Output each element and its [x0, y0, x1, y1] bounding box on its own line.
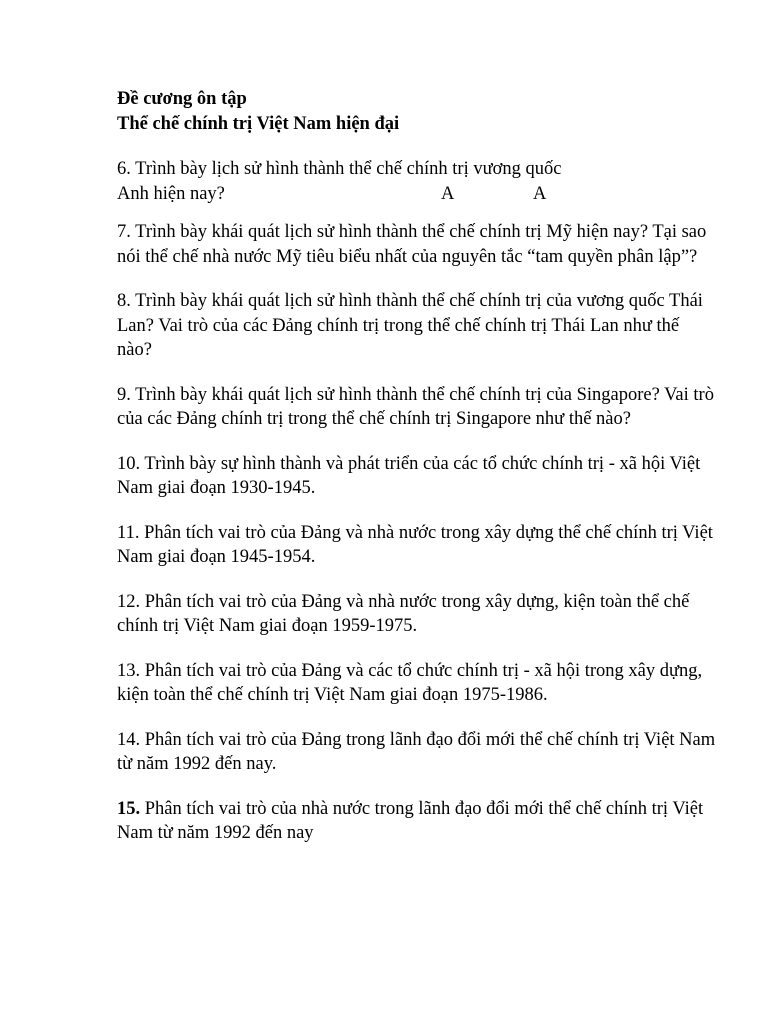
question-12-number: 12. [117, 591, 141, 612]
question-8-text: Trình bày khái quát lịch sử hình thành thể chế chính trị của vương quốc Thái Lan? Vai trò của các Đảng chính trị trong thể chế chính trị Thái Lan như thế nào? [117, 291, 703, 360]
question-11-number: 11. [117, 522, 140, 543]
question-12 [117, 590, 717, 639]
question-15 [117, 797, 717, 846]
question-6-text-line2: Anh hiện nay? [117, 183, 225, 204]
question-9 [117, 383, 717, 432]
title-line-2: Thể chế chính trị Việt Nam hiện đại [117, 113, 400, 134]
question-7-number: 7. [117, 222, 131, 242]
question-7 [117, 220, 717, 269]
question-9-number: 9. [117, 384, 131, 405]
question-14 [117, 728, 717, 777]
document-page [117, 87, 717, 846]
question-6-mark-a-1: A [441, 183, 455, 204]
question-13-text: Phân tích vai trò của Đảng và các tổ chức chính trị - xã hội trong xây dựng, kiện toàn thể chế chính trị Việt Nam giai đoạn 1975-1986. [117, 660, 703, 705]
question-6-mark-a-2: A [533, 183, 547, 204]
question-8 [117, 289, 717, 363]
question-12-text: Phân tích vai trò của Đảng và nhà nước trong xây dựng, kiện toàn thể chế chính trị Việt Nam giai đoạn 1959-1975. [117, 591, 699, 636]
question-15-number: 15. [117, 798, 141, 819]
question-7-text: Trình bày khái quát lịch sử hình thành thể chế chính trị Mỹ hiện nay? Tại sao nói thể chế nhà nước Mỹ tiêu biểu nhất của nguyên tắc “tam quyền phân lập”? [117, 222, 707, 267]
question-11-text: Phân tích vai trò của Đảng và nhà nước trong xây dựng thể chế chính trị Việt Nam giai đoạn 1945-1954. [117, 522, 713, 567]
question-13-number: 13. [117, 660, 141, 681]
question-15-text: Phân tích vai trò của nhà nước trong lãnh đạo đổi mới thể chế chính trị Việt Nam từ năm 1992 đến nay [117, 798, 704, 843]
question-10-number: 10. [117, 453, 141, 474]
question-6-number: 6. [117, 159, 131, 179]
question-13 [117, 659, 717, 708]
question-10 [117, 452, 717, 501]
question-8-number: 8. [117, 291, 131, 311]
question-14-text: Phân tích vai trò của Đảng trong lãnh đạo đổi mới thể chế chính trị Việt Nam từ năm 1992 đến nay. [117, 729, 716, 774]
question-6-text: Trình bày lịch sử hình thành thể chế chính trị vương quốc [135, 159, 562, 179]
question-9-text: Trình bày khái quát lịch sử hình thành thể chế chính trị của Singapore? Vai trò của các Đảng chính trị trong thể chế chính trị Singapore như thế nào? [117, 384, 714, 429]
question-14-number: 14. [117, 729, 141, 750]
title-line-1: Đề cương ôn tập [117, 89, 247, 109]
question-6 [117, 157, 717, 206]
question-10-text: Trình bày sự hình thành và phát triển của các tổ chức chính trị - xã hội Việt Nam giai đoạn 1930-1945. [117, 453, 701, 498]
question-11 [117, 521, 717, 570]
